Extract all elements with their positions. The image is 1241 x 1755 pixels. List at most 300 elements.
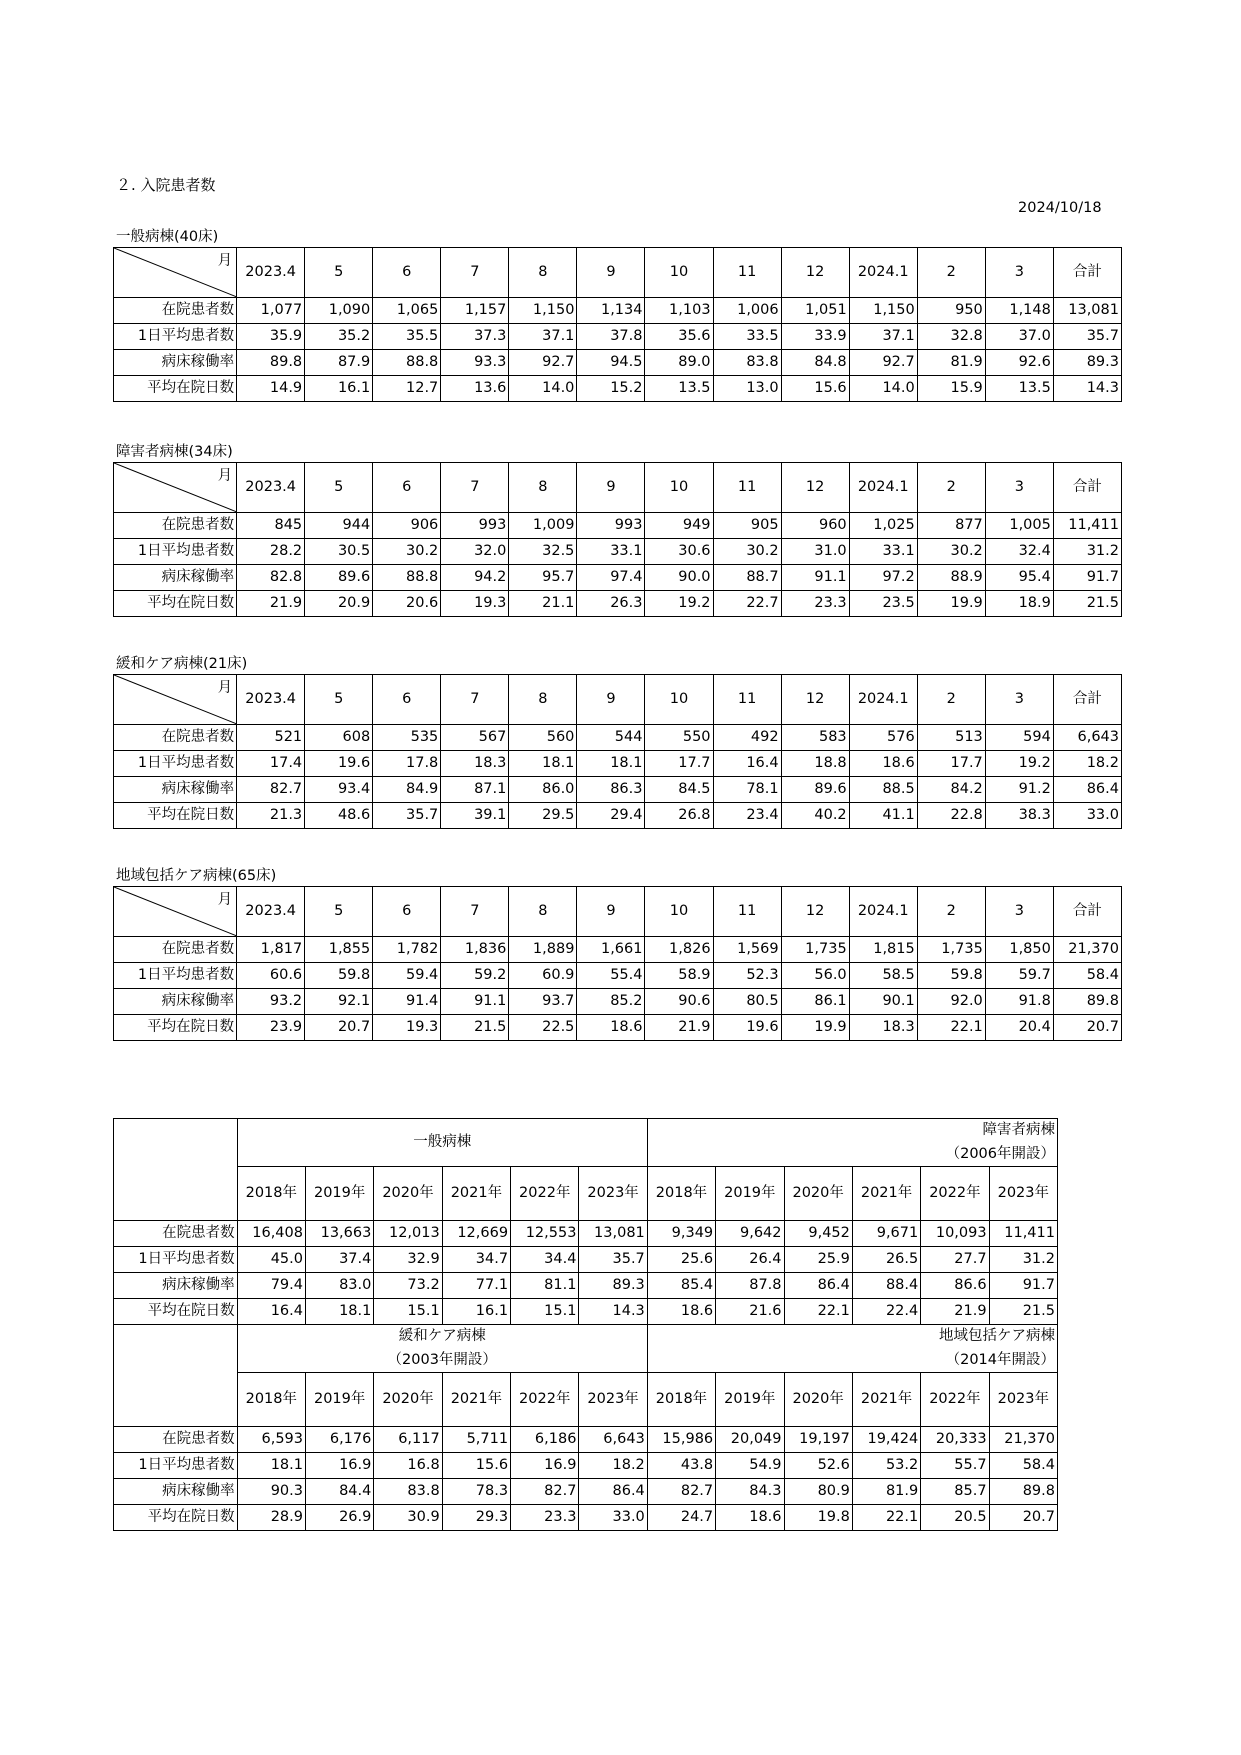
row-label: 1日平均患者数 (114, 1247, 238, 1273)
year-header: 2020年 (784, 1373, 852, 1427)
value-cell: 14.0 (509, 376, 577, 402)
value-cell: 1,006 (713, 298, 781, 324)
row-label: 平均在院日数 (114, 1015, 237, 1041)
value-cell: 17.7 (917, 751, 985, 777)
value-cell: 92.7 (849, 350, 917, 376)
row-label: 病床稼働率 (114, 1479, 238, 1505)
value-cell: 23.4 (713, 803, 781, 829)
month-header: 3 (985, 463, 1053, 513)
value-cell: 1,090 (305, 298, 373, 324)
year-header: 2020年 (784, 1167, 852, 1221)
ward-caption: 地域包括ケア病棟(65床) (116, 868, 277, 884)
month-header: 5 (305, 248, 373, 298)
value-cell: 91.1 (781, 565, 849, 591)
value-cell: 28.9 (237, 1505, 305, 1531)
value-cell: 18.2 (1053, 751, 1121, 777)
month-corner-label: 月 (217, 680, 233, 696)
value-cell: 16,408 (237, 1221, 305, 1247)
value-cell: 905 (713, 513, 781, 539)
value-cell: 89.6 (305, 565, 373, 591)
group-title-row (114, 1119, 1058, 1167)
month-header: 6 (373, 887, 441, 937)
value-cell: 20.6 (373, 591, 441, 617)
value-cell: 37.1 (509, 324, 577, 350)
value-cell: 87.9 (305, 350, 373, 376)
value-cell: 82.7 (647, 1479, 715, 1505)
month-header: 8 (509, 887, 577, 937)
value-cell: 30.6 (645, 539, 713, 565)
value-cell: 993 (441, 513, 509, 539)
value-cell: 59.8 (305, 963, 373, 989)
value-cell: 23.9 (237, 1015, 305, 1041)
row-label: 病床稼働率 (114, 350, 237, 376)
row-label: 平均在院日数 (114, 591, 237, 617)
value-cell: 19.9 (917, 591, 985, 617)
year-header: 2022年 (921, 1373, 989, 1427)
value-cell: 22.8 (917, 803, 985, 829)
value-cell: 60.6 (237, 963, 305, 989)
month-header: 2 (917, 463, 985, 513)
value-cell: 38.3 (985, 803, 1053, 829)
value-cell: 54.9 (716, 1453, 784, 1479)
value-cell: 5,711 (442, 1427, 510, 1453)
value-cell: 89.8 (989, 1479, 1057, 1505)
value-cell: 90.0 (645, 565, 713, 591)
value-cell: 21.5 (1053, 591, 1121, 617)
year-header: 2022年 (921, 1167, 989, 1221)
value-cell: 37.0 (985, 324, 1053, 350)
value-cell: 58.9 (645, 963, 713, 989)
value-cell: 91.4 (373, 989, 441, 1015)
value-cell: 59.4 (373, 963, 441, 989)
month-header: 2024.1 (849, 463, 917, 513)
table-row (114, 1273, 1058, 1299)
value-cell: 14.9 (237, 376, 305, 402)
value-cell: 34.7 (442, 1247, 510, 1273)
value-cell: 20.7 (305, 1015, 373, 1041)
value-cell: 19.3 (373, 1015, 441, 1041)
ward-opened-note: （2014年開設） (945, 1351, 1055, 1368)
value-cell: 16.4 (237, 1299, 305, 1325)
year-header: 2023年 (989, 1167, 1057, 1221)
value-cell: 82.8 (237, 565, 305, 591)
yearly-table (113, 1118, 1058, 1531)
row-label: 在院患者数 (114, 298, 237, 324)
ward-group-title (237, 1325, 647, 1373)
value-cell: 92.7 (509, 350, 577, 376)
value-cell: 19.8 (784, 1505, 852, 1531)
value-cell: 12,669 (442, 1221, 510, 1247)
month-header: 2 (917, 248, 985, 298)
value-cell: 1,150 (509, 298, 577, 324)
table-row (114, 298, 1122, 324)
value-cell: 88.4 (852, 1273, 920, 1299)
row-label: 平均在院日数 (114, 376, 237, 402)
value-cell: 33.0 (579, 1505, 647, 1531)
value-cell: 13.6 (441, 376, 509, 402)
value-cell: 22.7 (713, 591, 781, 617)
value-cell: 32.4 (985, 539, 1053, 565)
corner-cell (114, 248, 237, 298)
value-cell: 906 (373, 513, 441, 539)
value-cell: 33.9 (781, 324, 849, 350)
value-cell: 26.5 (852, 1247, 920, 1273)
value-cell: 58.5 (849, 963, 917, 989)
value-cell: 25.9 (784, 1247, 852, 1273)
table-row (114, 513, 1122, 539)
value-cell: 90.6 (645, 989, 713, 1015)
month-header: 11 (713, 463, 781, 513)
report-date: 2024/10/18 (1018, 200, 1102, 216)
table-row (114, 324, 1122, 350)
value-cell: 59.2 (441, 963, 509, 989)
value-cell: 87.8 (716, 1273, 784, 1299)
value-cell: 15.9 (917, 376, 985, 402)
table-row (114, 1015, 1122, 1041)
table-row (114, 591, 1122, 617)
row-label: 1日平均患者数 (114, 539, 237, 565)
year-header: 2020年 (374, 1373, 442, 1427)
value-cell: 12,553 (511, 1221, 579, 1247)
value-cell: 33.1 (849, 539, 917, 565)
value-cell: 1,855 (305, 937, 373, 963)
value-cell: 1,103 (645, 298, 713, 324)
row-label: 在院患者数 (114, 1221, 238, 1247)
year-header: 2022年 (511, 1167, 579, 1221)
value-cell: 81.9 (917, 350, 985, 376)
value-cell: 18.3 (849, 1015, 917, 1041)
year-header: 2023年 (579, 1167, 647, 1221)
value-cell: 20,333 (921, 1427, 989, 1453)
month-header: 11 (713, 887, 781, 937)
value-cell: 13,081 (1053, 298, 1121, 324)
value-cell: 37.1 (849, 324, 917, 350)
value-cell: 20.9 (305, 591, 373, 617)
month-corner-label: 月 (217, 253, 233, 269)
value-cell: 92.1 (305, 989, 373, 1015)
value-cell: 29.3 (442, 1505, 510, 1531)
table-row (114, 803, 1122, 829)
value-cell: 14.3 (579, 1299, 647, 1325)
value-cell: 85.4 (647, 1273, 715, 1299)
value-cell: 9,671 (852, 1221, 920, 1247)
value-cell: 944 (305, 513, 373, 539)
value-cell: 20.4 (985, 1015, 1053, 1041)
value-cell: 19.2 (985, 751, 1053, 777)
ward-opened-note: （2006年開設） (945, 1145, 1055, 1162)
value-cell: 89.0 (645, 350, 713, 376)
value-cell: 22.1 (917, 1015, 985, 1041)
value-cell: 60.9 (509, 963, 577, 989)
value-cell: 11,411 (1053, 513, 1121, 539)
value-cell: 94.5 (577, 350, 645, 376)
value-cell: 35.6 (645, 324, 713, 350)
value-cell: 6,643 (1053, 725, 1121, 751)
value-cell: 97.4 (577, 565, 645, 591)
value-cell: 30.2 (917, 539, 985, 565)
value-cell: 86.4 (1053, 777, 1121, 803)
value-cell: 6,117 (374, 1427, 442, 1453)
value-cell: 19,424 (852, 1427, 920, 1453)
value-cell: 845 (237, 513, 305, 539)
value-cell: 16.8 (374, 1453, 442, 1479)
year-header: 2020年 (374, 1167, 442, 1221)
value-cell: 80.5 (713, 989, 781, 1015)
month-header: 10 (645, 248, 713, 298)
value-cell: 78.1 (713, 777, 781, 803)
month-header: 合計 (1053, 463, 1121, 513)
row-label: 1日平均患者数 (114, 1453, 238, 1479)
value-cell: 55.7 (921, 1453, 989, 1479)
value-cell: 1,157 (441, 298, 509, 324)
year-header: 2019年 (306, 1167, 374, 1221)
year-header: 2021年 (852, 1373, 920, 1427)
month-header: 2023.4 (237, 887, 305, 937)
value-cell: 13,663 (306, 1221, 374, 1247)
value-cell: 16.1 (305, 376, 373, 402)
value-cell: 23.5 (849, 591, 917, 617)
value-cell: 37.4 (306, 1247, 374, 1273)
value-cell: 92.0 (917, 989, 985, 1015)
value-cell: 97.2 (849, 565, 917, 591)
value-cell: 9,642 (716, 1221, 784, 1247)
ward-name: 一般病棟 (413, 1133, 472, 1150)
value-cell: 1,782 (373, 937, 441, 963)
value-cell: 1,065 (373, 298, 441, 324)
month-header: 8 (509, 463, 577, 513)
value-cell: 550 (645, 725, 713, 751)
value-cell: 16.1 (442, 1299, 510, 1325)
value-cell: 58.4 (989, 1453, 1057, 1479)
value-cell: 1,817 (237, 937, 305, 963)
value-cell: 93.3 (441, 350, 509, 376)
value-cell: 1,735 (781, 937, 849, 963)
monthly-table (113, 247, 1122, 402)
value-cell: 18.3 (441, 751, 509, 777)
value-cell: 84.9 (373, 777, 441, 803)
row-label: 在院患者数 (114, 937, 237, 963)
month-header: 9 (577, 675, 645, 725)
value-cell: 20.7 (1053, 1015, 1121, 1041)
value-cell: 30.2 (713, 539, 781, 565)
row-label: 病床稼働率 (114, 777, 237, 803)
value-cell: 21.5 (989, 1299, 1057, 1325)
value-cell: 950 (917, 298, 985, 324)
value-cell: 83.8 (374, 1479, 442, 1505)
value-cell: 84.5 (645, 777, 713, 803)
value-cell: 86.3 (577, 777, 645, 803)
value-cell: 18.9 (985, 591, 1053, 617)
value-cell: 79.4 (237, 1273, 305, 1299)
value-cell: 18.1 (306, 1299, 374, 1325)
table-row (114, 1505, 1058, 1531)
value-cell: 13,081 (579, 1221, 647, 1247)
year-header-row (114, 1167, 1058, 1221)
value-cell: 17.8 (373, 751, 441, 777)
month-header: 5 (305, 463, 373, 513)
value-cell: 29.5 (509, 803, 577, 829)
month-header: 5 (305, 887, 373, 937)
value-cell: 20.5 (921, 1505, 989, 1531)
month-header: 10 (645, 463, 713, 513)
value-cell: 26.8 (645, 803, 713, 829)
group-title-row (114, 1325, 1058, 1373)
month-header: 8 (509, 248, 577, 298)
value-cell: 6,593 (237, 1427, 305, 1453)
table-row (114, 989, 1122, 1015)
ward-group-title (237, 1119, 647, 1167)
value-cell: 52.3 (713, 963, 781, 989)
row-label: 病床稼働率 (114, 1273, 238, 1299)
value-cell: 12,013 (374, 1221, 442, 1247)
value-cell: 89.8 (237, 350, 305, 376)
monthly-table (113, 462, 1122, 617)
value-cell: 84.3 (716, 1479, 784, 1505)
value-cell: 22.1 (784, 1299, 852, 1325)
value-cell: 18.1 (509, 751, 577, 777)
month-header: 9 (577, 887, 645, 937)
value-cell: 73.2 (374, 1273, 442, 1299)
value-cell: 91.7 (989, 1273, 1057, 1299)
value-cell: 80.9 (784, 1479, 852, 1505)
year-header: 2018年 (647, 1167, 715, 1221)
value-cell: 567 (441, 725, 509, 751)
value-cell: 19.6 (305, 751, 373, 777)
value-cell: 1,051 (781, 298, 849, 324)
value-cell: 32.9 (374, 1247, 442, 1273)
blank-cell (114, 1325, 238, 1427)
value-cell: 21,370 (1053, 937, 1121, 963)
value-cell: 1,836 (441, 937, 509, 963)
value-cell: 37.3 (441, 324, 509, 350)
row-label: 在院患者数 (114, 513, 237, 539)
value-cell: 544 (577, 725, 645, 751)
value-cell: 90.3 (237, 1479, 305, 1505)
value-cell: 45.0 (237, 1247, 305, 1273)
table-row (114, 565, 1122, 591)
row-label: 平均在院日数 (114, 1505, 238, 1531)
month-header: 12 (781, 887, 849, 937)
row-label: 平均在院日数 (114, 803, 237, 829)
value-cell: 21.9 (645, 1015, 713, 1041)
value-cell: 9,349 (647, 1221, 715, 1247)
value-cell: 85.7 (921, 1479, 989, 1505)
value-cell: 18.6 (577, 1015, 645, 1041)
value-cell: 32.0 (441, 539, 509, 565)
value-cell: 29.4 (577, 803, 645, 829)
ward-name: 障害者病棟 (982, 1122, 1055, 1139)
value-cell: 560 (509, 725, 577, 751)
value-cell: 18.6 (849, 751, 917, 777)
year-header: 2018年 (237, 1373, 305, 1427)
value-cell: 1,850 (985, 937, 1053, 963)
row-label: 平均在院日数 (114, 1299, 238, 1325)
value-cell: 32.8 (917, 324, 985, 350)
month-header: 2 (917, 675, 985, 725)
value-cell: 1,025 (849, 513, 917, 539)
value-cell: 15,986 (647, 1427, 715, 1453)
value-cell: 31.0 (781, 539, 849, 565)
value-cell: 91.7 (1053, 565, 1121, 591)
value-cell: 35.7 (579, 1247, 647, 1273)
value-cell: 1,134 (577, 298, 645, 324)
month-header: 11 (713, 248, 781, 298)
table-row (114, 539, 1122, 565)
value-cell: 85.2 (577, 989, 645, 1015)
value-cell: 86.4 (784, 1273, 852, 1299)
month-header: 合計 (1053, 887, 1121, 937)
value-cell: 95.7 (509, 565, 577, 591)
table-row (114, 1453, 1058, 1479)
table-row (114, 1299, 1058, 1325)
value-cell: 19.6 (713, 1015, 781, 1041)
value-cell: 24.7 (647, 1505, 715, 1531)
value-cell: 78.3 (442, 1479, 510, 1505)
value-cell: 6,176 (306, 1427, 374, 1453)
month-header: 6 (373, 675, 441, 725)
value-cell: 83.8 (713, 350, 781, 376)
value-cell: 56.0 (781, 963, 849, 989)
corner-cell (114, 463, 237, 513)
value-cell: 52.6 (784, 1453, 852, 1479)
value-cell: 35.2 (305, 324, 373, 350)
month-corner-label: 月 (217, 892, 233, 908)
value-cell: 26.4 (716, 1247, 784, 1273)
month-header: 2024.1 (849, 248, 917, 298)
value-cell: 13.5 (645, 376, 713, 402)
table-row (114, 1247, 1058, 1273)
value-cell: 513 (917, 725, 985, 751)
year-header: 2019年 (716, 1167, 784, 1221)
value-cell: 31.2 (1053, 539, 1121, 565)
value-cell: 30.9 (374, 1505, 442, 1531)
page-title: ２. 入院患者数 (116, 176, 216, 194)
month-header: 2 (917, 887, 985, 937)
year-header: 2018年 (237, 1167, 305, 1221)
value-cell: 15.2 (577, 376, 645, 402)
value-cell: 15.1 (374, 1299, 442, 1325)
value-cell: 91.8 (985, 989, 1053, 1015)
monthly-table (113, 674, 1122, 829)
table-row (114, 751, 1122, 777)
month-header: 2024.1 (849, 887, 917, 937)
value-cell: 1,569 (713, 937, 781, 963)
value-cell: 55.4 (577, 963, 645, 989)
table-row (114, 725, 1122, 751)
ward-caption: 緩和ケア病棟(21床) (116, 656, 248, 672)
value-cell: 82.7 (237, 777, 305, 803)
value-cell: 33.5 (713, 324, 781, 350)
value-cell: 18.8 (781, 751, 849, 777)
value-cell: 14.0 (849, 376, 917, 402)
value-cell: 17.7 (645, 751, 713, 777)
table-row (114, 1221, 1058, 1247)
month-header: 12 (781, 463, 849, 513)
value-cell: 88.7 (713, 565, 781, 591)
value-cell: 35.5 (373, 324, 441, 350)
value-cell: 1,005 (985, 513, 1053, 539)
value-cell: 26.9 (306, 1505, 374, 1531)
value-cell: 15.6 (781, 376, 849, 402)
ward-group-title (647, 1325, 1057, 1373)
month-header: 10 (645, 675, 713, 725)
value-cell: 35.7 (373, 803, 441, 829)
month-header: 合計 (1053, 675, 1121, 725)
row-label: 病床稼働率 (114, 565, 237, 591)
value-cell: 492 (713, 725, 781, 751)
value-cell: 1,826 (645, 937, 713, 963)
month-header: 8 (509, 675, 577, 725)
